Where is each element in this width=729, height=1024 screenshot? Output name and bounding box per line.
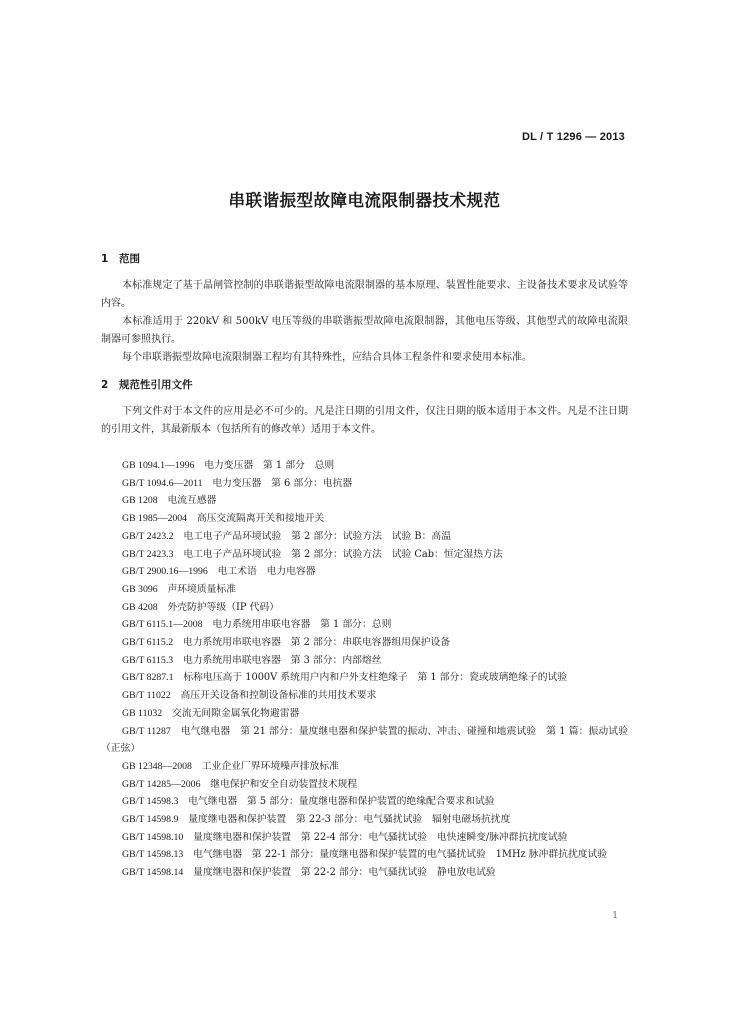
reference-code: GB/T 6115.2 <box>122 637 174 649</box>
section-number: 2 <box>101 379 109 391</box>
reference-title: 电工电子产品环境试验 第 2 部分：试验方法 试验 Cab：恒定湿热方法 <box>183 548 503 560</box>
reference-code: GB 12348—2008 <box>122 760 192 772</box>
reference-item <box>101 793 628 811</box>
reference-code: GB/T 14598.10 <box>122 831 184 843</box>
reference-code: GB/T 11022 <box>122 690 171 702</box>
scope-paragraph: 每个串联谐振型故障电流限制器工程均有其特殊性，应结合具体工程条件和要求使用本标准。 <box>122 352 532 363</box>
reference-title: 电气继电器 第 21 部分：量度继电器和保护装置的振动、冲击、碰撞和地震试验 第 1 篇：振动试验（正弦） <box>101 725 629 755</box>
reference-item <box>101 829 628 847</box>
scope-paragraph: 本标准规定了基于晶闸管控制的串联谐振型故障电流限制器的基本原理、装置性能要求、主设备技术要求及试验等内容。 <box>101 280 628 309</box>
reference-title: 工业企业厂界环境噪声排放标准 <box>201 760 339 772</box>
reference-item <box>101 581 628 599</box>
reference-title: 电力变压器 第 6 部分：电抗器 <box>212 477 353 489</box>
reference-code: GB/T 2423.3 <box>122 548 174 560</box>
reference-title: 电工术语 电力电容器 <box>217 566 316 578</box>
section-title: 规范性引用文件 <box>119 379 193 391</box>
reference-item <box>101 492 628 510</box>
reference-item <box>101 652 628 670</box>
reference-title: 电气继电器 第 5 部分：量度继电器和保护装置的绝缘配合要求和试验 <box>188 796 495 808</box>
reference-item <box>101 563 628 581</box>
reference-title: 标称电压高于 1000V 系统用户内和户外支柱绝缘子 第 1 部分：瓷或玻璃绝缘子的试验 <box>183 672 568 684</box>
document-title: 串联谐振型故障电流限制器技术规范 <box>228 191 501 210</box>
reference-title: 电流互感器 <box>167 495 217 507</box>
reference-title: 高压交流隔离开关和接地开关 <box>196 513 325 525</box>
reference-code: GB/T 14598.14 <box>122 867 184 879</box>
reference-title: 量度继电器和保护装置 第 22-3 部分：电气骚扰试验 辐射电磁场抗扰度 <box>188 814 511 826</box>
reference-title: 电力变压器 第 1 部分 总则 <box>204 460 335 471</box>
reference-item <box>101 634 628 652</box>
reference-code: GB 11032 <box>122 707 163 719</box>
reference-title: 电气继电器 第 22-1 部分：量度继电器和保护装置的电气骚扰试验 1MHz 脉冲群抗扰度试验 <box>193 849 608 861</box>
reference-code: GB 4208 <box>122 601 158 613</box>
section-heading-normative-references <box>101 377 193 392</box>
reference-item <box>101 457 628 475</box>
reference-code: GB/T 6115.1—2008 <box>122 619 203 631</box>
page-number: 1 <box>612 911 618 921</box>
reference-code: GB/T 14598.3 <box>122 796 179 808</box>
reference-item <box>101 864 628 882</box>
reference-code: GB/T 8287.1 <box>122 672 174 684</box>
reference-title: 交流无间隙金属氧化物避雷器 <box>171 707 300 719</box>
section-title: 范围 <box>119 253 140 265</box>
reference-item <box>101 546 628 564</box>
reference-title: 声环境质量标准 <box>167 583 237 595</box>
reference-code: GB 1094.1—1996 <box>122 460 195 471</box>
reference-item <box>101 758 628 776</box>
reference-title: 电力系统用串联电容器 第 2 部分：串联电容器组用保护设备 <box>182 637 451 649</box>
reference-item <box>101 528 628 546</box>
reference-code: GB 3096 <box>122 583 158 595</box>
reference-item <box>101 811 628 829</box>
reference-title: 高压开关设备和控制设备标准的共用技术要求 <box>180 690 377 702</box>
references-intro: 下列文件对于本文件的应用是必不可少的。凡是注日期的引用文件，仅注日期的版本适用于本文件。凡是不注日期的引用文件，其最新版本（包括所有的修改单）适用于本文件。 <box>101 406 628 435</box>
reference-title: 量度继电器和保护装置 第 22-2 部分：电气骚扰试验 静电放电试验 <box>193 867 496 879</box>
reference-item <box>101 599 628 617</box>
reference-item <box>101 475 628 493</box>
section-heading-scope <box>101 251 140 266</box>
reference-title: 继电保护和安全自动装置技术规程 <box>210 778 358 790</box>
reference-item <box>101 616 628 634</box>
reference-title: 量度继电器和保护装置 第 22-4 部分：电气骚扰试验 电快速瞬变/脉冲群抗扰度试验 <box>193 831 568 843</box>
reference-code: GB 1985—2004 <box>122 513 188 525</box>
reference-code: GB/T 2900.16—1996 <box>122 566 208 578</box>
reference-code: GB/T 14598.9 <box>122 814 179 826</box>
reference-item <box>101 723 628 758</box>
standard-number: DL / T 1296 — 2013 <box>521 131 625 143</box>
reference-title: 电工电子产品环境试验 第 2 部分：试验方法 试验 B：高温 <box>183 530 452 542</box>
reference-code: GB/T 11287 <box>122 725 171 737</box>
reference-list <box>101 457 628 882</box>
reference-item <box>101 846 628 864</box>
reference-code: GB/T 6115.3 <box>122 654 174 666</box>
reference-item <box>101 510 628 528</box>
reference-item <box>101 705 628 723</box>
reference-title: 电力系统用串联电容器 第 1 部分：总则 <box>212 619 392 631</box>
reference-code: GB/T 14285—2006 <box>122 778 201 790</box>
reference-title: 电力系统用串联电容器 第 3 部分：内部熔丝 <box>182 654 382 666</box>
scope-paragraph: 本标准适用于 220kV 和 500kV 电压等级的串联谐振型故障电流限制器，其他电压等级、其他型式的故障电流限制器可参照执行。 <box>101 316 628 345</box>
reference-code: GB/T 14598.13 <box>122 849 184 861</box>
reference-code: GB 1208 <box>122 495 158 507</box>
reference-item <box>101 669 628 687</box>
reference-item <box>101 687 628 705</box>
reference-item <box>101 776 628 794</box>
reference-code: GB/T 1094.6—2011 <box>122 477 203 489</box>
reference-code: GB/T 2423.2 <box>122 530 174 542</box>
section-number: 1 <box>101 253 109 265</box>
reference-title: 外壳防护等级（IP 代码） <box>167 601 279 613</box>
